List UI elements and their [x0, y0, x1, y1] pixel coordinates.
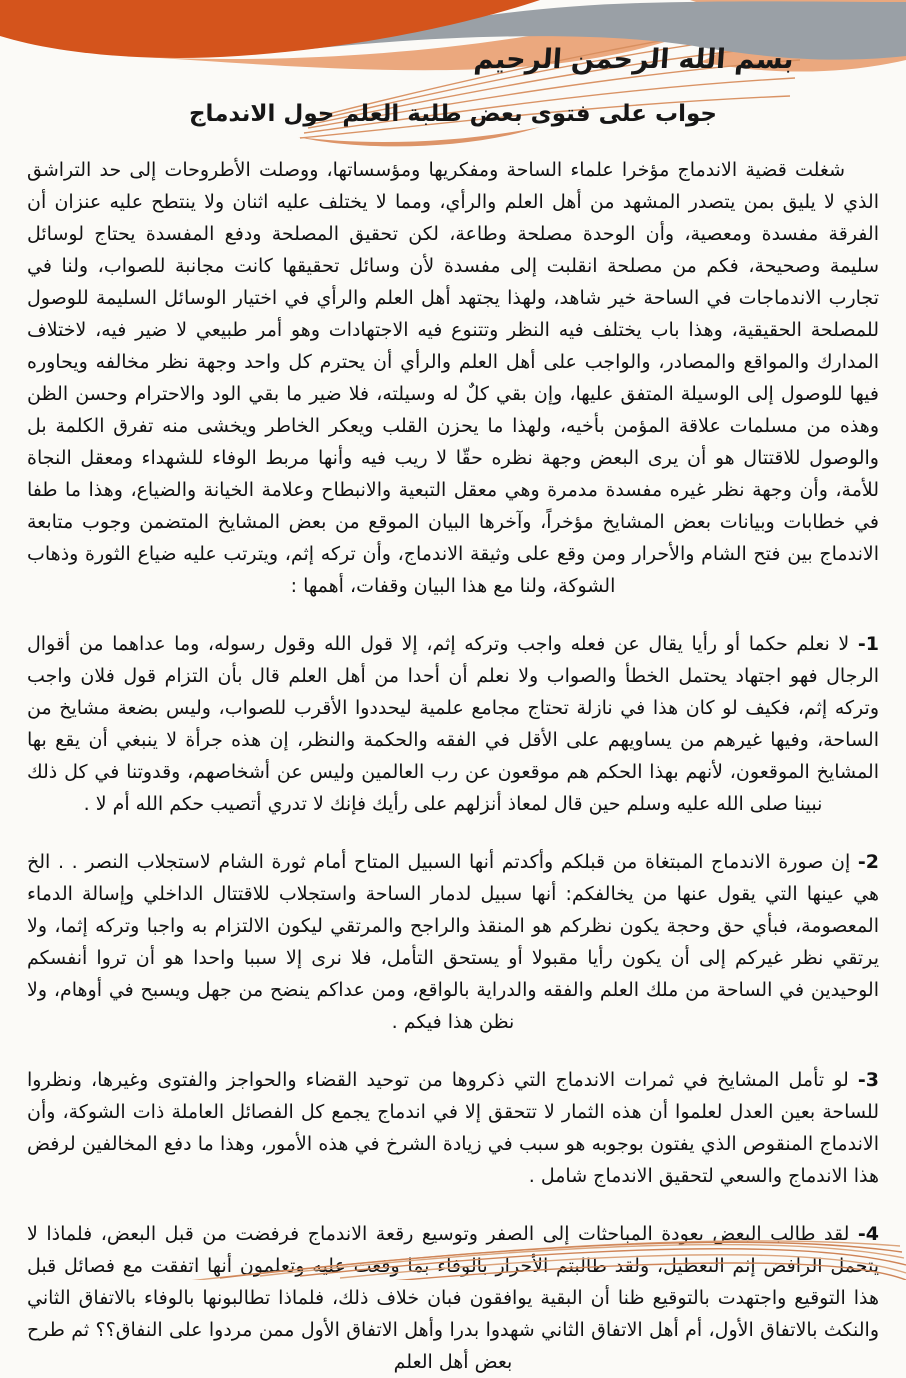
numbered-point-2 — [27, 846, 879, 1038]
footer-fan-lines — [180, 1241, 906, 1280]
intro-paragraph: شغلت قضية الاندماج مؤخرا علماء الساحة ومفكريها ومؤسساتها، ووصلت الأطروحات إلى حد التراشق الذي لا يليق بمن يتصدر المشهد من أهل العلم والرأي، ومما لا يختلف عليه اثنان ولا ينتطح عليه عنزان أن الفرقة مفسدة ومعصية، وأن الوحدة مصلحة وطاعة، لكن تحقيق المصلحة ودفع المفسدة يحتاج لوسائل سليمة وصحيحة، فكم من مصلحة انقلبت إلى مفسدة لأن وسائل تحقيقها كانت مجانبة للصواب، ولنا في تجارب الاندماجات في الساحة خير شاهد، ولهذا يجتهد أهل العلم والرأي في اختيار الوسائل السليمة للوصول للمصلحة الحقيقية، وهذا باب يختلف فيه النظر وتتنوع فيه الاجتهادات وهو أمر طبيعي لا ضير فيه، لاختلاف المدارك والمواقع والمصادر، والواجب على أهل العلم والرأي أن يحترم كل واحد وجهة نظر مخالفه ويحاوره فيها للوصول إلى الوسيلة المتفق عليها، وإن بقي كلٌ له وسيلته، فلا ضير ما بقي الود والاحترام وحسن الظن وهذه من مسلمات علاقة المؤمن بأخيه، ولهذا ما يحزن القلب ويعكر الخاطر ويخشى منه تفرق الكلمة بل والوصول للاقتتال هو أن يرى البعض وجهة نظره حقّا لا ريب فيه وأنها مربط الوفاء للشهداء ومعقل النجاة للأمة، وأن وجهة نظر غيره مفسدة مدمرة وهي معقل التبعية والانبطاح وعلامة الخيانة والضياع، وهذا ما طفا في خطابات وبيانات بعض المشايخ مؤخراً، وآخرها البيان الموقع من بعض المشايخ المتضمن وجوب متابعة الاندماج بين فتح الشام والأحرار ومن وقع على وثيقة الاندماج، وأن تركه إثم، ويترتب عليه ضياع الثورة وذهاب الشوكة، ولنا مع هذا البيان وقفات، أهمها : — [27, 159, 879, 597]
numbered-point-1 — [27, 628, 879, 820]
point-number: 4- — [857, 1223, 879, 1245]
header-swoosh-decoration — [0, 0, 906, 170]
document-body — [27, 154, 879, 1378]
bismillah: بسم الله الرحمن الرحيم — [473, 44, 796, 75]
point-text: إن صورة الاندماج المبتغاة من قبلكم وأكدتم أنها السبيل المتاح أمام ثورة الشام لاستجلاب النصر . . الخ هي عينها التي يقول عنها من يخالفكم: أنها سبيل لدمار الساحة واستجلاب للاقتتال الداخلي وإسالة الدماء المعصومة، فبأي حق وحجة يكون نظركم هو المنقذ والراجح والمرتقي ليكون الالتزام به واجبا وتركه إثما، ولا يرتقي نظر غيركم إلى أن يكون رأيا مقبولا أو يستحق التأمل، فلا نرى إلا سببا واحدا هو أن تروا أنفسكم الوحيدين في الساحة من ملك العلم والفقه والدراية بالواقع، ومن عداكم ينضح من جهل ويسبح في أوهام، ولا نظن هذا فيكم . — [27, 851, 879, 1033]
point-text: لو تأمل المشايخ في ثمرات الاندماج التي ذكروها من توحيد القضاء والحواجز والفتوى وغيرها، ونظروا للساحة بعين العدل لعلموا أن هذه الثمار لا تتحقق إلا في اندماج يجمع كل الفصائل العاملة ذات الشوكة، وأن الاندماج المنقوص الذي يفتون بوجوبه هو سبب في زيادة الشرخ في هذه الأمور، وهذا ما دفع المخالفين لرفض هذا الاندماج والسعي لتحقيق الاندماج شامل . — [27, 1069, 879, 1187]
footer-fan-decoration — [0, 1218, 906, 1280]
page-title: جواب على فتوى بعض طلبة العلم حول الاندماج — [188, 101, 717, 127]
numbered-point-3 — [27, 1064, 879, 1192]
point-text: لا نعلم حكما أو رأيا يقال عن فعله واجب وتركه إثم، إلا قول الله وقول رسوله، وما عداهما من أقوال الرجال فهو اجتهاد يحتمل الخطأ والصواب ولا نعلم أن أحدا من أهل العلم قال بأن التزام قول فلان واجب وتركه إثم، فكيف لو كان هذا في نازلة تحتاج مجامع علمية ليحددوا الأقرب للصواب، وليس بضعة مشايخ من الساحة، وفيها غيرهم من يساويهم على الأقل في الفقه والحكمة والنظر، إن هذه جرأة لا ينبغي أن يقع بها المشايخ الموقعون، لأنهم بهذا الحكم هم موقعون عن رب العالمين وليس عن أشخاصهم، وقدوتنا في كل ذلك نبينا صلى الله عليه وسلم حين قال لمعاذ أنزلهم على رأيك فإنك لا تدري أتصيب حكم الله أم لا . — [27, 633, 879, 815]
point-number: 2- — [857, 851, 879, 873]
point-text: لقد طالب البعض بعودة المباحثات إلى الصفر وتوسيع رقعة الاندماج فرفضت من قبل البعض، فلماذا لا يتحمل الرافض إثم التعطيل، ولقد طالبتم الأحرار بالوفاء بما وقعت عليه وتعلمون أنها اتفقت مع فصائل قبل هذا التوقيع واجتهدت بالتوقيع ظنا أن البقية يوافقون فبان خلاف ذلك، فلماذا تطالبونها بالوفاء بالاتفاق الثاني والنكث بالاتفاق الأول، أم أهل الاتفاق الثاني شهدوا بدرا وأهل الاتفاق الأول ممن مردوا على النفاق؟؟ ثم طرح بعض أهل العلم — [27, 1223, 879, 1373]
point-number: 3- — [857, 1069, 880, 1091]
fan-tail — [298, 127, 540, 146]
point-number: 1- — [857, 633, 879, 655]
